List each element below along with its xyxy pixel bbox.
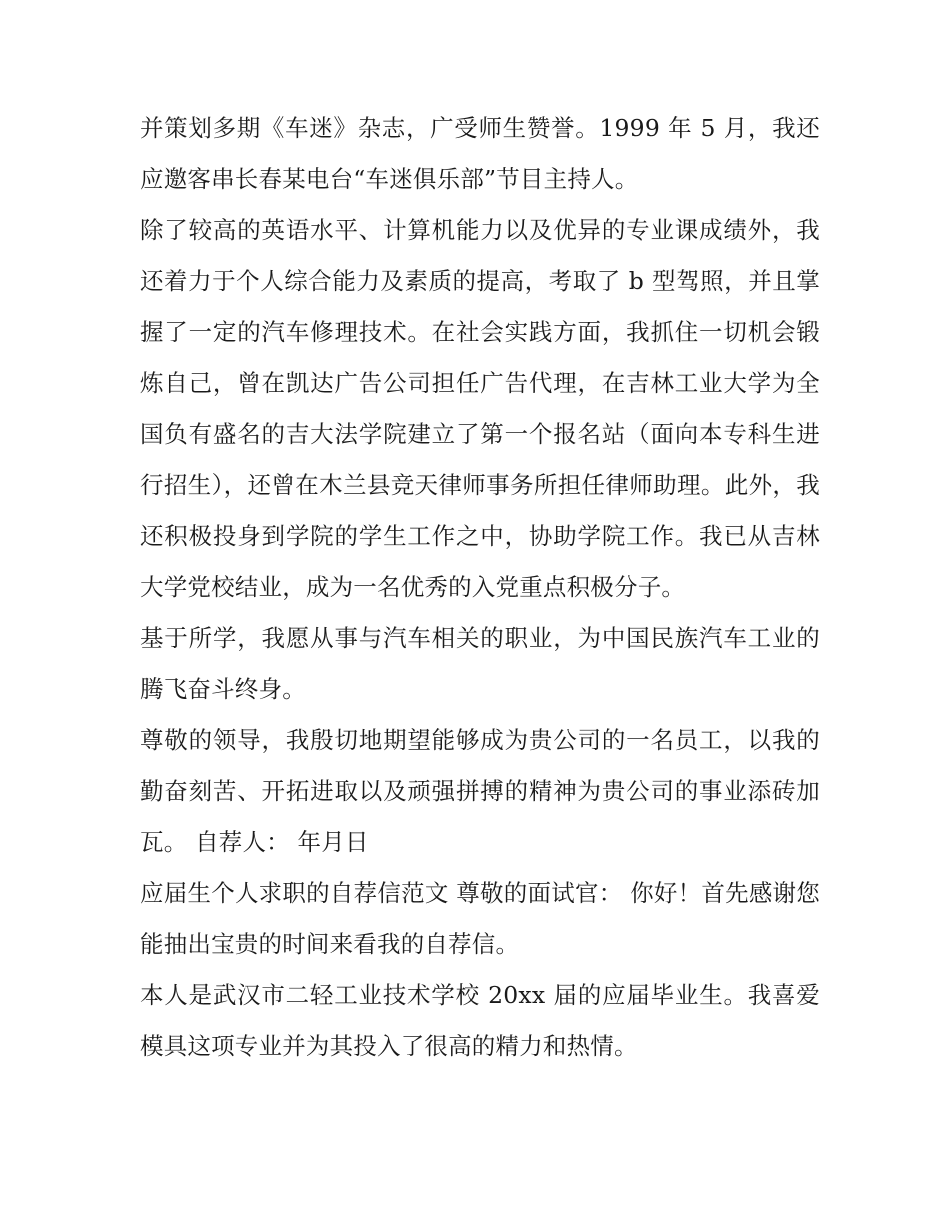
paragraph: 本人是武汉市二轻工业技术学校 20xx 届的应届毕业生。我喜爱模具这项专业并为其投入了很高的精力和热情。 [140, 981, 820, 1060]
paragraph: 除了较高的英语水平、计算机能力以及优异的专业课成绩外，我还着力于个人综合能力及素质的提高，考取了 b 型驾照，并且掌握了一定的汽车修理技术。在社会实践方面，我抓住一切机会锻炼自己，曾在凯达广告公司担任广告代理，在吉林工业大学为全国负有盛名的吉大法学院建立了第一个报名站（面向本专科生进行招生），还曾在木兰县竞天律师事务所担任律师助理。此外，我还积极投身到学院的学生工作之中，协助学院工作。我已从吉林大学党校结业，成为一名优秀的入党重点积极分子。 [140, 216, 820, 601]
paragraph: 尊敬的领导，我殷切地期望能够成为贵公司的一名员工，以我的勤奋刻苦、开拓进取以及顽强拼搏的精神为贵公司的事业添砖加瓦。 自荐人： 年月日 [140, 726, 820, 856]
paragraph: 基于所学，我愿从事与汽车相关的职业，为中国民族汽车工业的腾飞奋斗终身。 [140, 624, 820, 703]
paragraph: 并策划多期《车迷》杂志，广受师生赞誉。1999 年 5 月，我还应邀客串长春某电台“车迷俱乐部”节目主持人。 [140, 114, 820, 193]
document-body [140, 103, 820, 1072]
paragraph: 应届生个人求职的自荐信范文 尊敬的面试官： 你好！首先感谢您能抽出宝贵的时间来看我的自荐信。 [140, 879, 820, 958]
